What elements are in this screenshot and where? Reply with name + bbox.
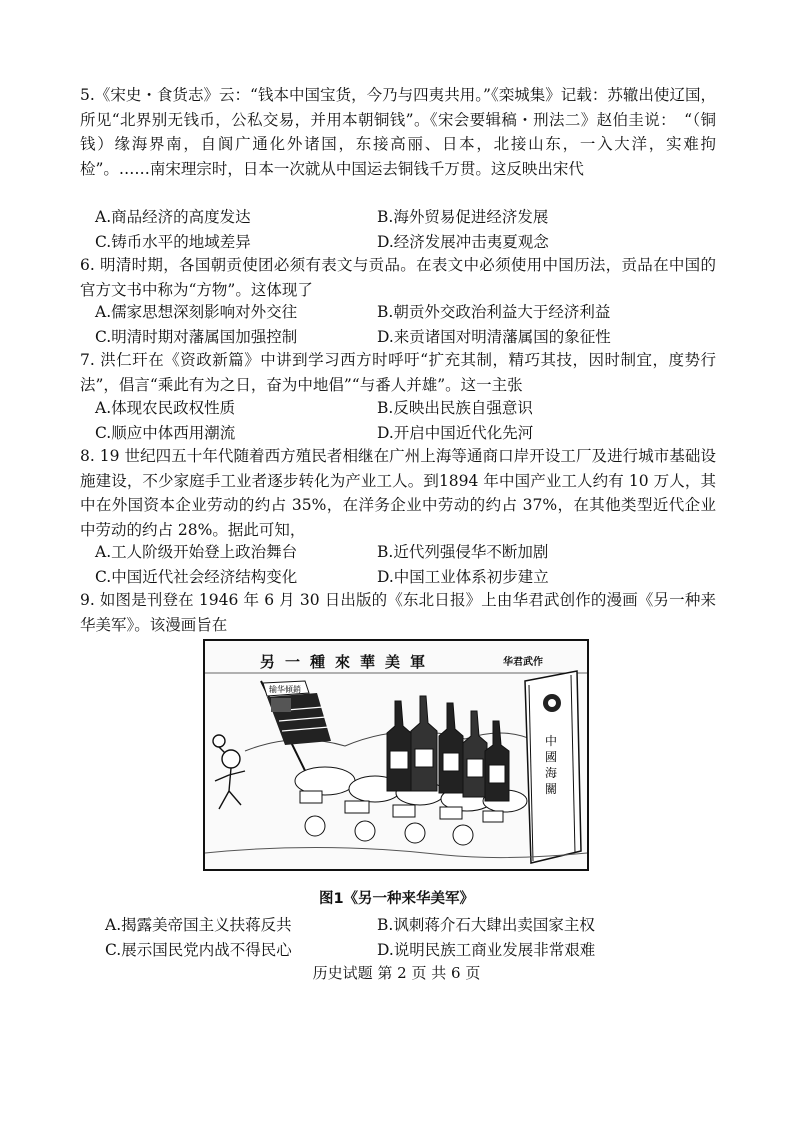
- option-d[interactable]: D.开启中国近代化先河: [377, 423, 534, 442]
- option-b[interactable]: B.海外贸易促进经济发展: [377, 208, 549, 226]
- option-d[interactable]: D.来贡诸国对明清藩属国的象征性: [377, 327, 611, 346]
- question-number: 9.: [80, 591, 95, 609]
- option-b[interactable]: B.朝贡外交政治利益大于经济利益: [377, 303, 611, 321]
- option-c[interactable]: C.铸币水平的地域差异: [95, 232, 251, 251]
- cartoon-title: 另一種來華美軍: [260, 653, 436, 671]
- bottles-icon: [387, 696, 509, 801]
- flag-text: 输华傾銷: [269, 685, 301, 694]
- question-text: 《宋史・食货志》云：“钱本中国宝货，今乃与四夷共用。”《栾城集》记载：苏辙出使辽国，所见“北界别无钱币，公私交易，并用本朝铜钱”。《宋会要辑稿・刑法二》赵伯圭说： “（铜钱）缘海界南，自阆广通化外诸国，东接高丽、日本，北接山东，一入大洋，实难拘检”。……南宋理宗时，日本一次就从中国运去铜钱千万贯。这反映出宋代: [80, 86, 716, 178]
- svg-text:中: 中: [545, 734, 558, 748]
- option-b[interactable]: B.近代列强侵华不断加剧: [377, 543, 549, 561]
- option-a[interactable]: A.儒家思想深刻影响对外交往: [95, 303, 298, 321]
- question-6: [80, 253, 716, 302]
- option-c[interactable]: C.中国近代社会经济结构变化: [95, 567, 298, 586]
- cartoon-figure: [203, 639, 589, 871]
- question-number: 7.: [80, 351, 95, 369]
- customs-gate-icon: [525, 671, 581, 863]
- cartoon-illustration: [205, 641, 587, 869]
- option-d[interactable]: D.中国工业体系初步建立: [377, 567, 549, 586]
- question-text: 洪仁玕在《资政新篇》中讲到学习西方时呼吁“扩充其制，精巧其技，因时制宜，度势行法”，倡言“乘此有为之日，奋为中地倡”“与番人并雄”。这一主张: [80, 351, 716, 394]
- page-footer: 历史试题 第 2 页 共 6 页: [312, 964, 481, 982]
- question-text: 19 世纪四五十年代随着西方殖民者相继在广州上海等通商口岸开设工厂及进行城市基础设施建设，不少家庭手工业者逐步转化为产业工人。到1894 年中国产业工人约有 10 万人，其中在外国资本企业劳动的约占 35%，在洋务企业中劳动的约占 37%，在其他类型近代企业中劳动的约占 28%。据此可知，: [80, 447, 716, 539]
- question-text: 如图是刊登在 1946 年 6 月 30 日出版的《东北日报》上由华君武创作的漫画《另一种来华美军》。该漫画旨在: [80, 591, 716, 634]
- option-d[interactable]: D.经济发展冲击夷夏观念: [377, 232, 549, 251]
- option-a[interactable]: A.商品经济的高度发达: [95, 208, 251, 226]
- question-text: 明清时期，各国朝贡使团必须有表文与贡品。在表文中必须使用中国历法，贡品在中国的官方文书中称为“方物”。这体现了: [80, 256, 716, 299]
- option-b[interactable]: B.讽刺蒋介石大肆出卖国家主权: [377, 916, 595, 934]
- option-c[interactable]: C.顺应中体西用潮流: [95, 423, 236, 442]
- cartoon-author: 华君武作: [503, 657, 543, 668]
- question-5-options: [95, 205, 715, 254]
- question-number: 8.: [80, 447, 95, 465]
- option-b[interactable]: B.反映出民族自强意识: [377, 399, 533, 417]
- question-7-options: [95, 396, 715, 445]
- svg-text:國: 國: [545, 750, 558, 764]
- question-7: [80, 348, 716, 397]
- question-9: [80, 588, 716, 637]
- option-c[interactable]: C.展示国民党内战不得民心: [105, 940, 292, 959]
- question-6-options: [95, 300, 715, 349]
- option-c[interactable]: C.明清时期对藩属国加强控制: [95, 327, 298, 346]
- option-a[interactable]: A.工人阶级开始登上政治舞台: [95, 543, 298, 561]
- option-d[interactable]: D.说明民族工商业发展非常艰难: [377, 940, 596, 959]
- svg-text:海: 海: [545, 766, 558, 780]
- question-9-options: [105, 913, 725, 962]
- option-a[interactable]: A.体现农民政权性质: [95, 399, 236, 417]
- question-8-options: [95, 540, 715, 589]
- option-a[interactable]: A.揭露美帝国主义扶蒋反共: [105, 916, 292, 934]
- question-5: [80, 83, 716, 181]
- question-number: 5.: [80, 86, 95, 104]
- svg-text:關: 關: [545, 782, 558, 796]
- figure-icon: [213, 735, 245, 809]
- figure-caption: 图1《另一种来华美军》: [318, 891, 475, 907]
- question-8: [80, 444, 716, 542]
- question-number: 6.: [80, 256, 95, 274]
